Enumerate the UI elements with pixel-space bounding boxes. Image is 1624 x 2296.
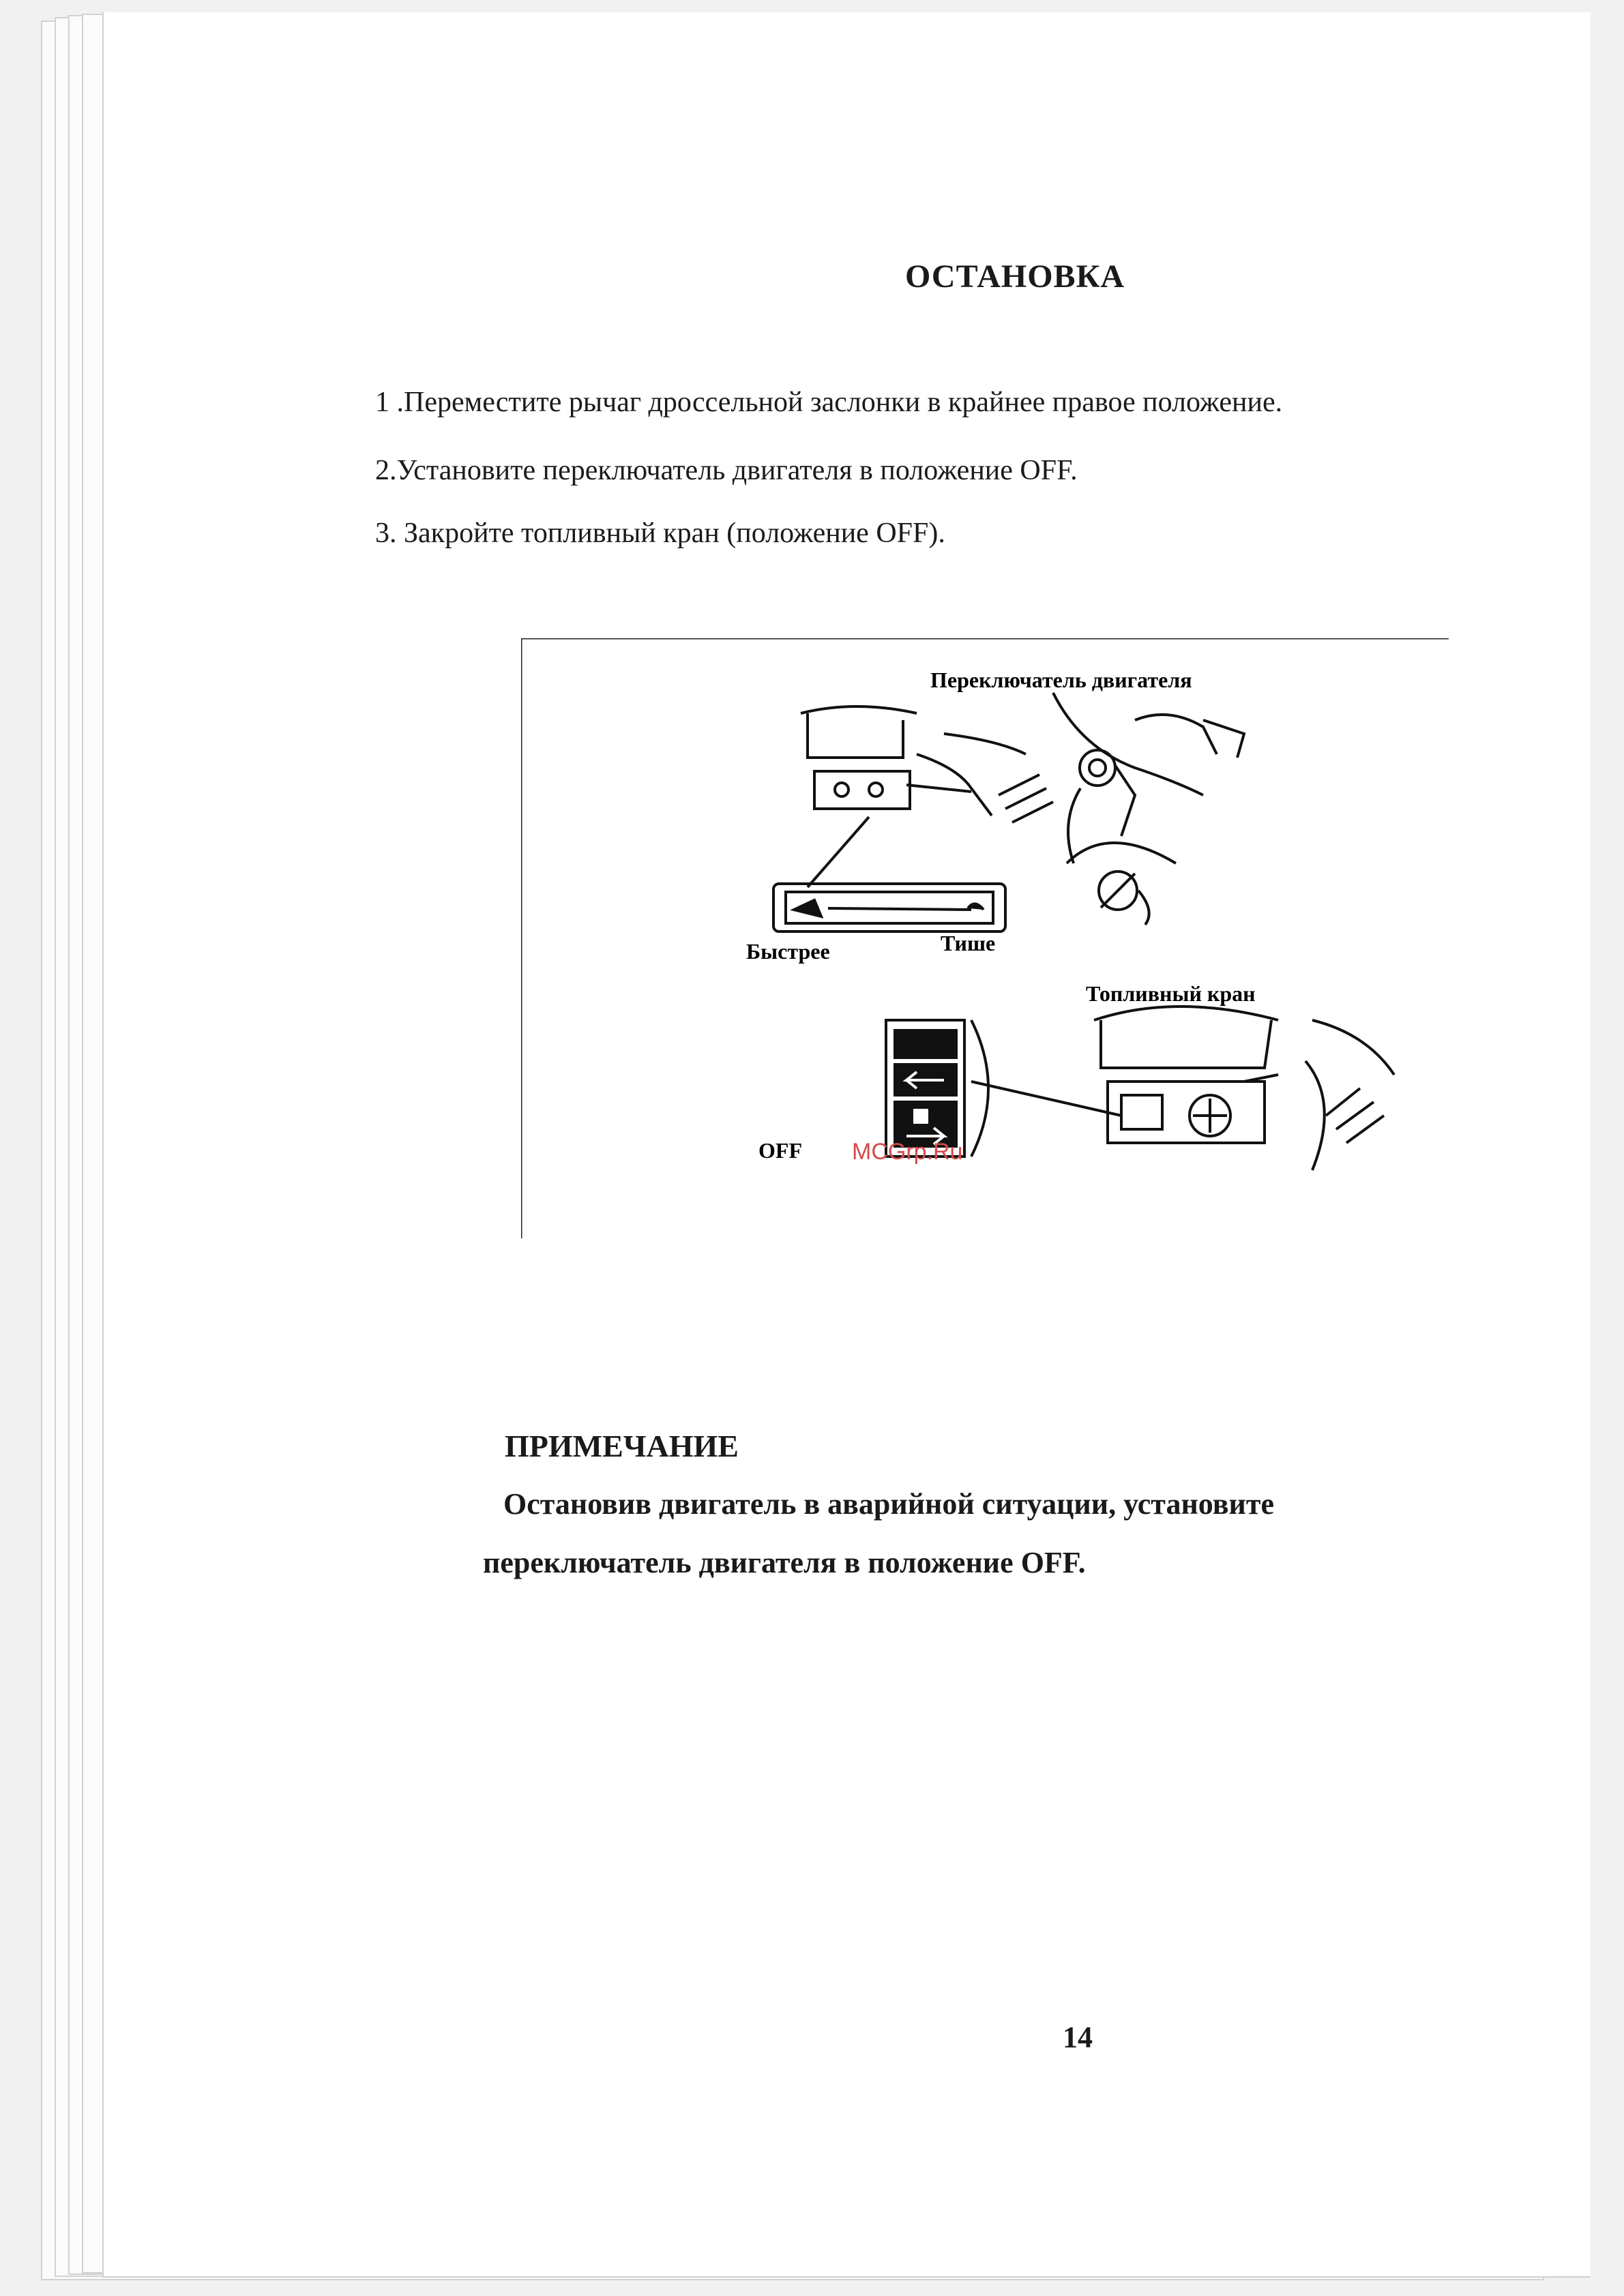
stop-illustration [521, 638, 1449, 1238]
step-3: 3. Закройте топливный кран (положение OFF). [375, 518, 945, 549]
engine-switch-icon [1053, 693, 1244, 925]
note-line-2: переключатель двигателя в положение OFF. [483, 1546, 1086, 1579]
throttle-lever-scale-icon [773, 817, 1005, 931]
label-engine-switch: Переключатель двигателя [930, 668, 1192, 692]
note-title: ПРИМЕЧАНИЕ [505, 1429, 739, 1463]
watermark: MCGrp.Ru [852, 1139, 963, 1165]
document-page [102, 12, 1591, 2278]
label-off: OFF [758, 1138, 802, 1163]
page-number: 14 [1063, 2021, 1093, 2054]
step-1: 1 .Переместите рычаг дроссельной заслонки в крайнее правое положение. [375, 387, 1283, 418]
rabbit-fast-icon [794, 900, 821, 916]
step-2: 2.Установите переключатель двигателя в положение OFF. [375, 455, 1078, 486]
engine-controls-diagram [521, 638, 1449, 1238]
fuel-lever-plate-icon [886, 1020, 1121, 1157]
throttle-assembly-icon [801, 706, 1053, 822]
label-slower: Тише [941, 931, 996, 955]
fuel-valve-icon [1094, 1007, 1394, 1170]
page-title: ОСТАНОВКА [905, 258, 1125, 295]
note-line-1: Остановив двигатель в аварийной ситуации, установите [503, 1487, 1274, 1521]
label-faster: Быстрее [746, 939, 830, 964]
label-fuel-valve: Топливный кран [1086, 981, 1256, 1006]
